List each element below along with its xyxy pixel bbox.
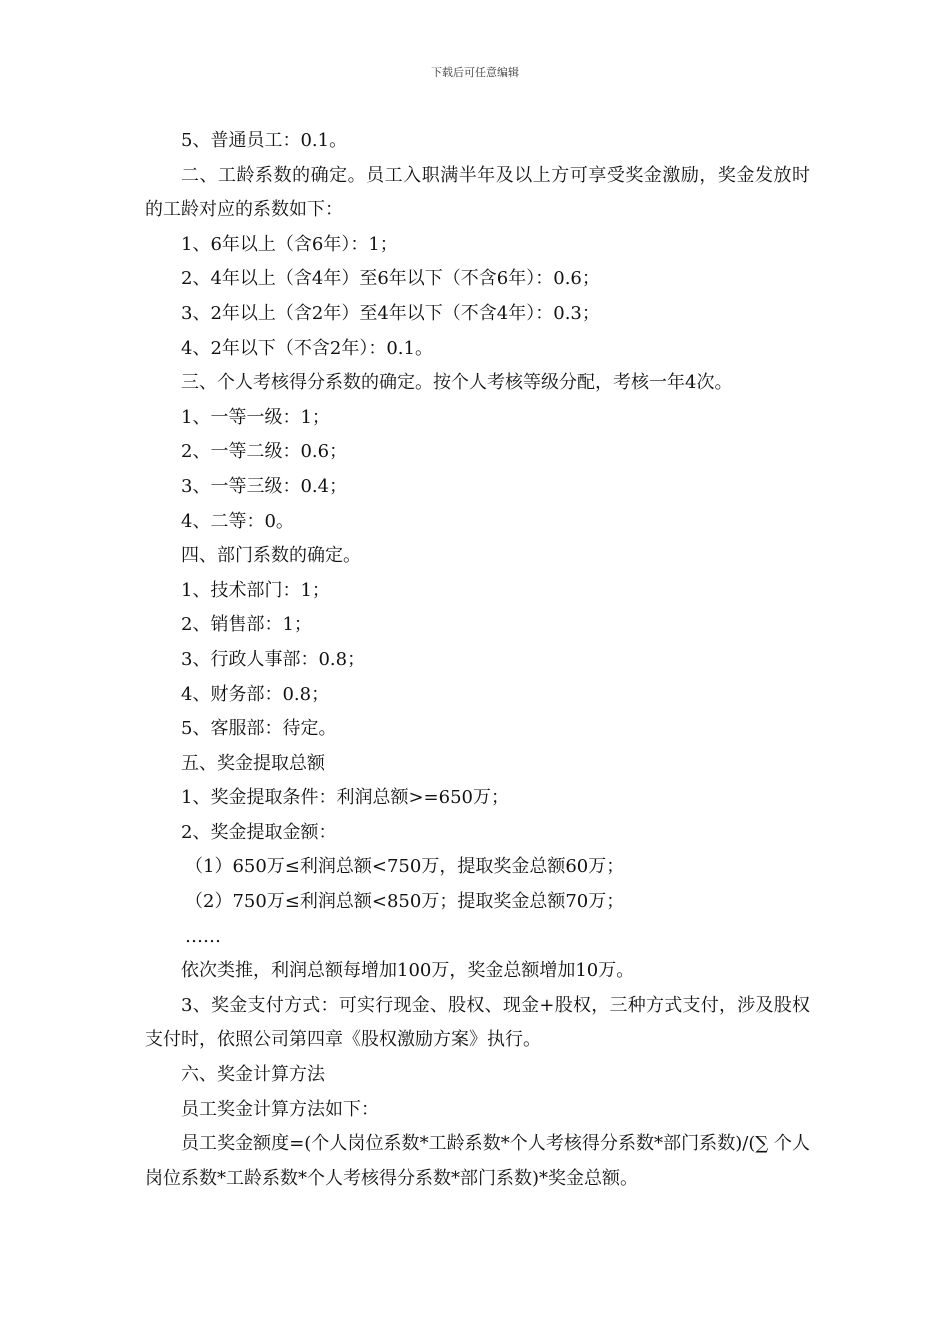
paragraph: 5、客服部：待定。 [181, 718, 337, 740]
paragraph: 二、工龄系数的确定。员工入职满半年及以上方可享受奖金激励，奖金发放时的工龄对应的系数如下： [145, 164, 810, 221]
paragraph: 2、一等二级：0.6； [181, 441, 348, 463]
paragraph: 5、普通员工：0.1。 [181, 130, 348, 151]
paragraph: 依次类推，利润总额每增加100万，奖金总额增加10万。 [181, 960, 635, 982]
paragraph: 2、奖金提取金额： [181, 821, 337, 843]
paragraph: 1、一等一级：1； [181, 406, 330, 428]
paragraph: 六、奖金计算方法 [181, 1064, 325, 1086]
paragraph: 1、奖金提取条件：利润总额>=650万； [181, 787, 509, 809]
page-header: 下载后可任意编辑 [431, 66, 519, 79]
paragraph: 员工奖金额度=(个人岗位系数*工龄系数*个人考核得分系数*部门系数)/(∑ 个人岗位系数*工龄系数*个人考核得分系数*部门系数)*奖金总额。 [145, 1133, 810, 1189]
paragraph: 1、技术部门：1； [181, 579, 330, 601]
paragraph: 3、行政人事部：0.8； [181, 648, 366, 670]
paragraph: 3、奖金支付方式：可实行现金、股权、现金+股权，三种方式支付，涉及股权支付时，依照公司第四章《股权激励方案》执行。 [145, 994, 810, 1051]
paragraph: 4、2年以下（不含2年）：0.1。 [181, 337, 433, 359]
paragraph: 3、一等三级：0.4； [181, 475, 348, 497]
document-body [145, 124, 810, 1196]
paragraph: （2）750万≤利润总额<850万；提取奖金总额70万； [185, 891, 625, 913]
paragraph: （1）650万≤利润总额<750万，提取奖金总额60万； [185, 856, 625, 878]
paragraph: 四、部门系数的确定。 [181, 545, 361, 567]
paragraph: 2、4年以上（含4年）至6年以下（不含6年）：0.6； [181, 268, 600, 290]
paragraph: …… [185, 925, 221, 947]
paragraph: 五、奖金提取总额 [181, 752, 325, 774]
paragraph: 4、二等：0。 [181, 510, 294, 532]
paragraph: 三、个人考核得分系数的确定。按个人考核等级分配，考核一年4次。 [181, 372, 733, 394]
paragraph: 员工奖金计算方法如下： [181, 1098, 379, 1120]
paragraph: 2、销售部：1； [181, 614, 312, 636]
paragraph: 1、6年以上（含6年）：1； [181, 233, 398, 255]
paragraph: 4、财务部：0.8； [181, 683, 330, 705]
paragraph: 3、2年以上（含2年）至4年以下（不含4年）：0.3； [181, 302, 600, 324]
